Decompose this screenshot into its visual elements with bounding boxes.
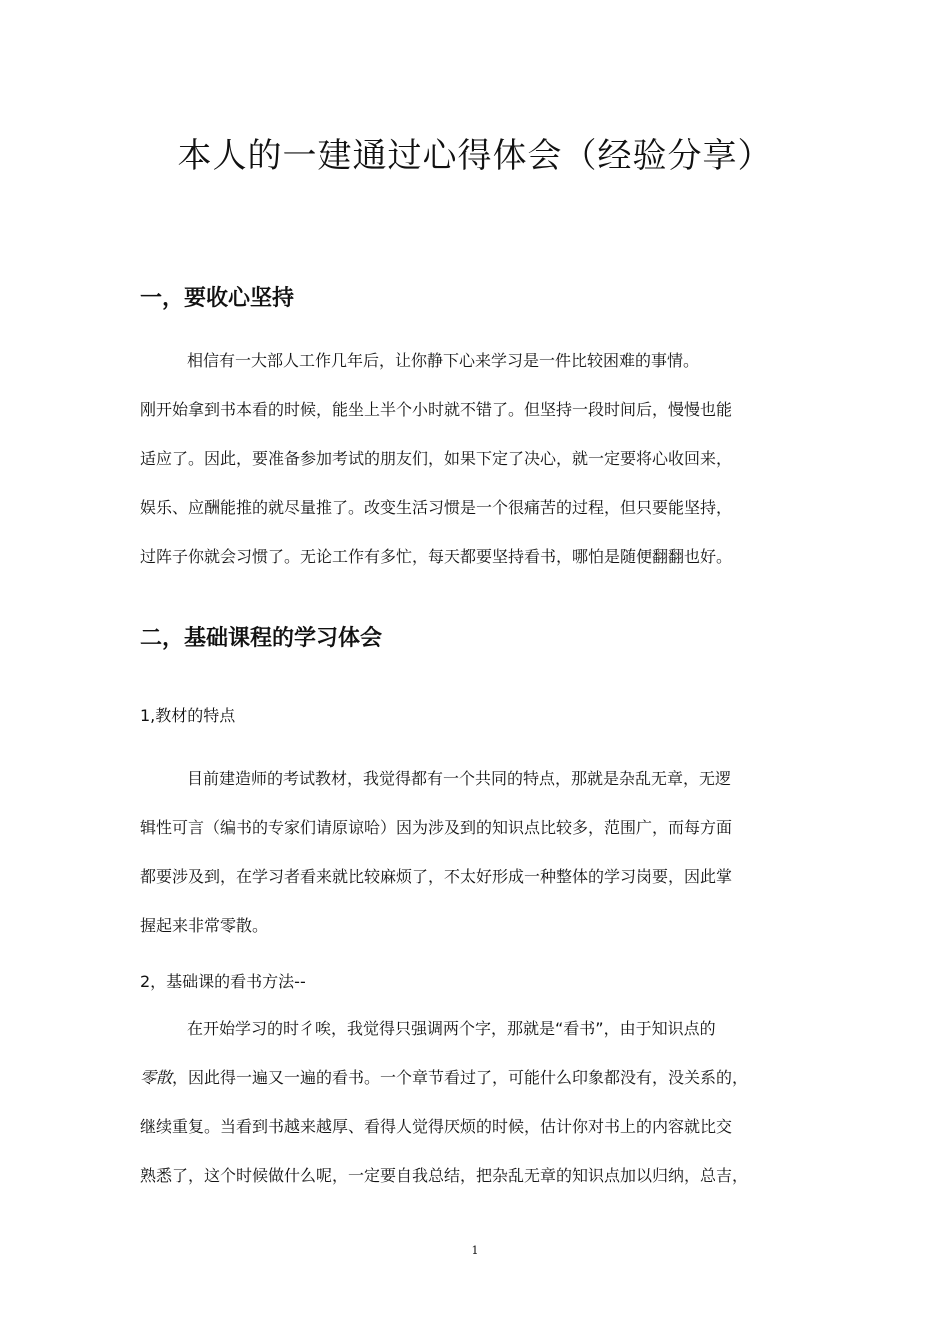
subsection-1-paragraph bbox=[140, 767, 820, 963]
section-1-paragraph bbox=[140, 349, 820, 594]
paragraph-line: 过阵子你就会习惯了。无论工作有多忙，每天都要坚持看书，哪怕是随便翻翻也好。 bbox=[140, 547, 733, 566]
paragraph-line: 都要涉及到，在学习者看来就比较麻烦了，不太好形成一种整体的学习岗要，因此掌 bbox=[140, 867, 733, 886]
paragraph-line: 适应了。因此，要准备参加考试的朋友们，如果下定了决心，就一定要将心收回来， bbox=[140, 449, 733, 468]
subsection-label-2: 2，基础课的看书方法-- bbox=[140, 972, 306, 991]
paragraph-line: 辑性可言（编书的专家们请原谅哈）因为涉及到的知识点比较多，范围广，而每方面 bbox=[140, 818, 733, 837]
paragraph-line bbox=[140, 1066, 820, 1090]
page-title: 本人的一建通过心得体会（经验分享） bbox=[177, 136, 773, 176]
line-text: ，因此得一遍又一遍的看书。一个章节看过了，可能什么印象都没有，没关系的， bbox=[172, 1068, 749, 1087]
section-heading-2: 二，基础课程的学习体会 bbox=[140, 626, 383, 651]
subsection-2-paragraph bbox=[140, 1017, 820, 1213]
paragraph-line: 娱乐、应酬能推的就尽量推了。改变生活习惯是一个很痛苦的过程，但只要能坚持， bbox=[140, 498, 733, 517]
subsection-label-1: 1,教材的特点 bbox=[140, 706, 236, 725]
paragraph-line: 继续重复。当看到书越来越厚、看得人觉得厌烦的时候，估计你对书上的内容就比交 bbox=[140, 1117, 733, 1136]
page-number: 1 bbox=[471, 1244, 479, 1257]
section-heading-1: 一，要收心坚持 bbox=[140, 286, 295, 311]
paragraph-line: 相信有一大部人工作几年后，让你静下心来学习是一件比较困难的事情。 bbox=[187, 351, 700, 370]
paragraph-line: 刚开始拿到书本看的时候，能坐上半个小时就不错了。但坚持一段时间后，慢慢也能 bbox=[140, 400, 733, 419]
paragraph-line: 握起来非常零散。 bbox=[140, 916, 269, 935]
paragraph-line: 在开始学习的时彳唉，我觉得只强调两个字，那就是“看书”，由于知识点的 bbox=[187, 1019, 716, 1038]
paragraph-line: 熟悉了，这个时候做什么呢，一定要自我总结，把杂乱无章的知识点加以归纳，总吉， bbox=[140, 1166, 749, 1185]
italic-word: 零散 bbox=[140, 1068, 173, 1087]
paragraph-line: 目前建造师的考试教材，我觉得都有一个共同的特点，那就是杂乱无章，无逻 bbox=[187, 769, 732, 788]
